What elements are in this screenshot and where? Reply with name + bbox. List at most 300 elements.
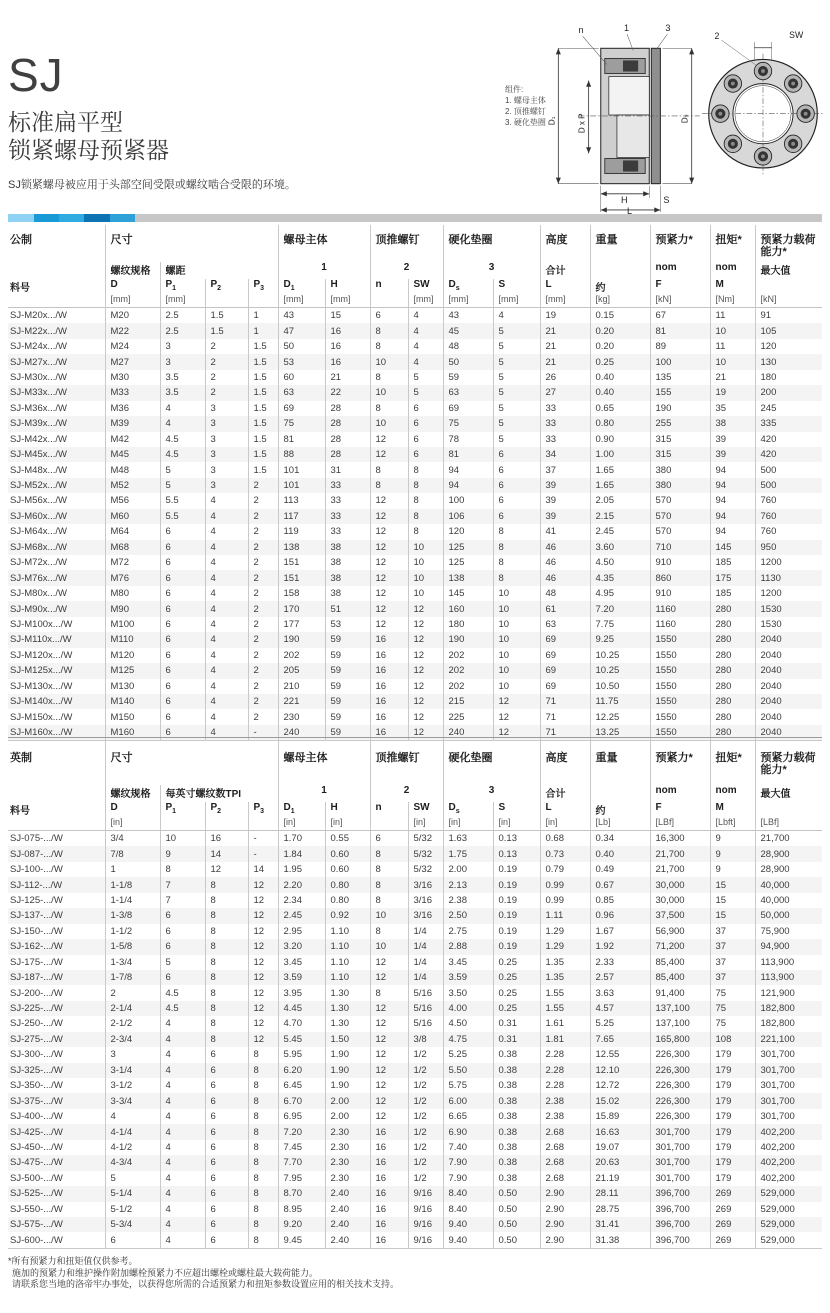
table-cell: 145 (443, 586, 493, 601)
table-cell: 0.50 (493, 1232, 540, 1248)
header-row (8, 279, 822, 294)
table-cell: 1/2 (408, 1109, 443, 1124)
column-header: $D_s$ (443, 802, 493, 817)
table-cell: 31 (325, 462, 370, 477)
table-cell: 1550 (650, 663, 710, 678)
table-cell: M45 (105, 447, 160, 462)
column-header: 硬化垫圈 (443, 225, 540, 262)
table-cell: 2.00 (443, 862, 493, 877)
table-cell: 0.65 (590, 401, 650, 416)
table-cell: 6 (160, 679, 205, 694)
table-row (8, 524, 822, 539)
table-cell: 1-7/8 (105, 970, 160, 985)
table-cell: 4 (160, 1232, 205, 1248)
table-cell: 2.95 (278, 924, 325, 939)
column-header (755, 802, 822, 817)
table-cell: 12 (370, 570, 408, 585)
table-cell: 6.70 (278, 1093, 325, 1108)
table-cell: 10.25 (590, 648, 650, 663)
table-cell: 5-3/4 (105, 1217, 160, 1232)
table-cell: SJ-275-.../W (10, 1033, 63, 1045)
table-row (8, 679, 822, 694)
table-cell: 2.68 (540, 1155, 590, 1170)
table-cell: 1530 (755, 617, 822, 632)
table-cell: 71 (540, 725, 590, 741)
table-cell: 9.45 (278, 1232, 325, 1248)
table-cell: 0.19 (493, 877, 540, 892)
table-cell: 179 (710, 1063, 755, 1078)
table-cell: 8 (248, 1186, 278, 1201)
table-cell: 8 (205, 939, 248, 954)
table-cell: 0.38 (493, 1155, 540, 1170)
column-header: 料号 (10, 806, 30, 817)
table-cell: 12 (370, 1063, 408, 1078)
table-cell: 10 (370, 416, 408, 431)
table-cell: 16 (370, 1155, 408, 1170)
table-cell: SJ-350-.../W (10, 1080, 63, 1092)
table-cell: 6 (160, 725, 205, 741)
table-cell: 190 (443, 632, 493, 647)
table-cell: 2 (248, 694, 278, 709)
table-cell: 301,700 (755, 1109, 822, 1124)
table-cell: 8 (248, 1109, 278, 1124)
table-row (8, 1232, 822, 1248)
table-cell: 0.25 (493, 985, 540, 1000)
table-cell: 16,300 (650, 831, 710, 847)
table-cell: 5.75 (443, 1078, 493, 1093)
table-cell: 30,000 (650, 893, 710, 908)
table-cell: 301,700 (650, 1155, 710, 1170)
table-cell: M80 (105, 586, 160, 601)
header-row (8, 262, 822, 279)
table-cell: 4.5 (160, 1001, 205, 1016)
table-cell: 16 (370, 1186, 408, 1201)
table-cell: M33 (105, 385, 160, 400)
cross-section-diagram (538, 20, 710, 214)
table-cell: 2.28 (540, 1047, 590, 1062)
table-cell: 2 (248, 493, 278, 508)
table-row (8, 1155, 822, 1170)
legend-title: 组件: (505, 85, 524, 94)
table-cell: 10.50 (590, 679, 650, 694)
column-header: $P_2$ (205, 802, 248, 817)
table-cell: 3.45 (278, 955, 325, 970)
column-header: nom (650, 262, 710, 279)
table-cell: 1.65 (590, 462, 650, 477)
table-row (8, 831, 822, 847)
table-cell: 7.75 (590, 617, 650, 632)
table-cell: SJ-200-.../W (10, 987, 63, 999)
table-cell: M39 (105, 416, 160, 431)
table-cell: 6 (160, 709, 205, 724)
column-header: $P_3$ (248, 279, 278, 294)
header-row (8, 817, 822, 831)
table-cell: 0.96 (590, 908, 650, 923)
table-row (8, 617, 822, 632)
table-cell: 1.30 (325, 1016, 370, 1031)
table-cell: 5.95 (278, 1047, 325, 1062)
table-cell: 113 (278, 493, 325, 508)
table-cell: 10 (370, 939, 408, 954)
table-cell: 10 (493, 601, 540, 616)
table-cell: 151 (278, 555, 325, 570)
table-cell: 4-3/4 (105, 1155, 160, 1170)
column-header: H (325, 279, 370, 294)
table-cell: 8 (248, 1093, 278, 1108)
table-cell: 8 (370, 862, 408, 877)
table-cell: 13.25 (590, 725, 650, 741)
table-row (8, 354, 822, 369)
table-cell: 1550 (650, 694, 710, 709)
column-header: $P_3$ (248, 802, 278, 817)
table-cell: 2.40 (325, 1232, 370, 1248)
table-cell: 12 (408, 709, 443, 724)
table-cell: 4.57 (590, 1001, 650, 1016)
table-cell: 12 (408, 617, 443, 632)
table-cell: 420 (755, 432, 822, 447)
table-cell: 8 (205, 970, 248, 985)
table-cell: 8 (248, 1155, 278, 1170)
header-row (8, 785, 822, 802)
table-cell: SJ-175-.../W (10, 956, 63, 968)
table-cell: 0.60 (325, 846, 370, 861)
table-cell: M56 (105, 493, 160, 508)
table-cell: 69 (443, 401, 493, 416)
table-row (8, 586, 822, 601)
table-cell: 4 (205, 524, 248, 539)
table-cell: 8 (370, 323, 408, 338)
table-cell: M30 (105, 370, 160, 385)
column-header (8, 262, 105, 279)
footnote-line: *所有预紧力和扭矩值仅供参考。 (8, 1256, 138, 1266)
table-cell: 4 (160, 401, 205, 416)
table-cell: 230 (278, 709, 325, 724)
column-header: 扭矩* (710, 225, 755, 262)
table-cell: 179 (710, 1171, 755, 1186)
column-header: 最大值 (755, 785, 822, 802)
table-cell: 6 (160, 970, 205, 985)
table-cell: 2 (248, 632, 278, 647)
table-row (8, 1047, 822, 1062)
table-cell: 4 (205, 570, 248, 585)
table-cell: 33 (325, 524, 370, 539)
table-cell: 125 (443, 555, 493, 570)
table-cell: 94 (710, 462, 755, 477)
table-cell: 10 (710, 323, 755, 338)
table-cell: 16 (370, 1140, 408, 1155)
table-cell: 269 (710, 1232, 755, 1248)
table-cell: 125 (443, 540, 493, 555)
table-cell: 3-1/4 (105, 1063, 160, 1078)
table-cell: 1.63 (443, 831, 493, 847)
table-cell: 6 (205, 1063, 248, 1078)
table-cell: 10 (408, 586, 443, 601)
table-cell: 9 (710, 846, 755, 861)
table-cell: 570 (650, 524, 710, 539)
table-cell: 8.40 (443, 1186, 493, 1201)
table-cell: 108 (710, 1032, 755, 1047)
table-cell: 3 (105, 1047, 160, 1062)
table-cell: 4 (408, 323, 443, 338)
table-cell: SJ-M76x.../W (10, 572, 68, 584)
table-cell: 94 (710, 493, 755, 508)
table-cell: 8 (248, 1202, 278, 1217)
table-cell: 94 (710, 509, 755, 524)
table-cell: 4.45 (278, 1001, 325, 1016)
table-cell: 4 (160, 1093, 205, 1108)
table-cell: 12 (370, 1001, 408, 1016)
table-cell: 2 (248, 524, 278, 539)
table-cell: 3/16 (408, 893, 443, 908)
table-row (8, 1078, 822, 1093)
table-cell: 3.5 (160, 385, 205, 400)
table-cell: 51 (325, 601, 370, 616)
table-cell: M27 (105, 354, 160, 369)
table-cell: 8 (205, 955, 248, 970)
table-cell: 33 (540, 401, 590, 416)
table-cell: 10 (408, 555, 443, 570)
table-cell: 8 (370, 893, 408, 908)
table-cell: 4.50 (590, 555, 650, 570)
table-cell: 4 (205, 617, 248, 632)
banner-segment (59, 214, 84, 222)
table-cell: 63 (540, 617, 590, 632)
table-cell: 3 (160, 354, 205, 369)
table-cell: 28,900 (755, 862, 822, 877)
table-cell: 8 (493, 540, 540, 555)
table-cell: 12 (370, 509, 408, 524)
table-cell: 3.59 (443, 970, 493, 985)
table-cell: 3.60 (590, 540, 650, 555)
table-cell: 12 (370, 1047, 408, 1062)
table-cell: 4 (105, 1109, 160, 1124)
table-cell: SJ-M42x.../W (10, 433, 68, 445)
column-header: SW (408, 802, 443, 817)
column-header (8, 294, 105, 308)
table-cell: 226,300 (650, 1063, 710, 1078)
table-cell: 16 (370, 1232, 408, 1248)
table-cell: 8 (493, 555, 540, 570)
table-cell: 1550 (650, 679, 710, 694)
table-cell: 2 (248, 709, 278, 724)
table-cell: 33 (325, 478, 370, 493)
table-cell: 4 (160, 1186, 205, 1201)
table-cell: 6 (493, 478, 540, 493)
table-cell: 4 (205, 632, 248, 647)
table-cell: 4 (160, 416, 205, 431)
table-cell: 39 (710, 447, 755, 462)
table-cell: 1.5 (248, 416, 278, 431)
column-header: 重量 (590, 225, 650, 262)
table-cell: 0.38 (493, 1078, 540, 1093)
table-cell: 50,000 (755, 908, 822, 923)
label-dxp: D x P (577, 113, 587, 134)
legend-item: 3. 硬化垫圈 (505, 118, 546, 127)
column-header: nom (650, 785, 710, 802)
table-cell: 28 (325, 401, 370, 416)
table-cell: 0.40 (590, 846, 650, 861)
table-cell: 6 (493, 462, 540, 477)
table-cell: 0.25 (493, 970, 540, 985)
table-cell: 280 (710, 725, 755, 741)
table-cell: 15.89 (590, 1109, 650, 1124)
column-header: 公制 (10, 234, 32, 246)
legend-item: 1. 螺母主体 (505, 96, 546, 105)
table-cell: 16 (370, 663, 408, 678)
table-cell: 4 (205, 663, 248, 678)
table-cell: 59 (325, 679, 370, 694)
table-cell: 2.40 (325, 1202, 370, 1217)
table-cell: 1/4 (408, 939, 443, 954)
table-cell: 396,700 (650, 1232, 710, 1248)
table-cell: 119 (278, 524, 325, 539)
table-cell: 1.11 (540, 908, 590, 923)
table-cell: 6 (160, 908, 205, 923)
table-cell: 1/4 (408, 955, 443, 970)
table-cell: 6.95 (278, 1109, 325, 1124)
table-cell: 20.63 (590, 1155, 650, 1170)
table-cell: SJ-137-.../W (10, 910, 63, 922)
column-header: 合计 (540, 785, 590, 802)
table-cell: 12 (248, 955, 278, 970)
table-cell: 15 (710, 893, 755, 908)
table-cell: 1/4 (408, 924, 443, 939)
table-cell: 202 (278, 648, 325, 663)
table-row (8, 416, 822, 431)
table-cell: SJ-M52x.../W (10, 480, 68, 492)
table-cell: 9.40 (443, 1232, 493, 1248)
table-cell: 6 (205, 1047, 248, 1062)
table-cell: 46 (540, 555, 590, 570)
table-cell: 335 (755, 416, 822, 431)
table-cell: 179 (710, 1047, 755, 1062)
table-cell: 8 (248, 1171, 278, 1186)
table-cell: 5.5 (160, 509, 205, 524)
table-cell: 12 (493, 709, 540, 724)
table-cell: 1.5 (248, 462, 278, 477)
table-cell: 301,700 (650, 1171, 710, 1186)
table-cell: 5/32 (408, 862, 443, 877)
table-cell: 0.13 (493, 846, 540, 861)
table-cell: 1.29 (540, 939, 590, 954)
table-cell: 4 (408, 339, 443, 354)
table-cell: 280 (710, 601, 755, 616)
table-cell: M60 (105, 509, 160, 524)
table-cell: 21 (325, 370, 370, 385)
table-cell: 3 (205, 401, 248, 416)
column-header: nom (710, 262, 755, 279)
table-cell: 2.68 (540, 1171, 590, 1186)
table-cell: 202 (443, 648, 493, 663)
table-cell: 41 (540, 524, 590, 539)
table-cell: 402,200 (755, 1171, 822, 1186)
table-row (8, 632, 822, 647)
table-cell: 69 (540, 679, 590, 694)
table-cell: 1-3/4 (105, 955, 160, 970)
table-row (8, 893, 822, 908)
table-cell: 0.25 (590, 354, 650, 369)
table-cell: 37,500 (650, 908, 710, 923)
table-cell: 1.5 (248, 339, 278, 354)
table-cell: 1530 (755, 601, 822, 616)
table-cell: 170 (278, 601, 325, 616)
table-cell: 5 (493, 339, 540, 354)
table-cell: 280 (710, 709, 755, 724)
table-cell: 8 (370, 924, 408, 939)
column-header: [mm] (278, 294, 325, 308)
table-cell: 16 (325, 354, 370, 369)
table-cell: 0.20 (590, 323, 650, 338)
column-header: $D_1$ (278, 279, 325, 294)
label-sw: SW (789, 30, 804, 41)
table-cell: 5/16 (408, 1016, 443, 1031)
column-header: $P_2$ (205, 279, 248, 294)
front-view-diagram (700, 26, 826, 182)
table-cell: 0.80 (590, 416, 650, 431)
table-cell: 245 (755, 401, 822, 416)
table-row (8, 846, 822, 861)
table-cell: 221 (278, 694, 325, 709)
table-cell: 2 (248, 509, 278, 524)
table-cell: 6 (160, 663, 205, 678)
table-cell: - (248, 725, 278, 741)
table-cell: 12 (370, 493, 408, 508)
table-cell: 11 (710, 339, 755, 354)
table-cell: 34 (540, 447, 590, 462)
table-row (8, 1217, 822, 1232)
table-cell: 10.25 (590, 663, 650, 678)
table-cell: 117 (278, 509, 325, 524)
table-cell: 8 (205, 908, 248, 923)
label-l: L (627, 206, 633, 214)
column-header: [kN] (755, 294, 822, 308)
table-cell: 240 (443, 725, 493, 741)
table-cell: 4 (160, 1047, 205, 1062)
table-cell: 16 (370, 725, 408, 741)
table-cell: 8 (370, 985, 408, 1000)
column-header: [in] (540, 817, 590, 831)
table-cell: 529,000 (755, 1202, 822, 1217)
table-cell: 210 (278, 679, 325, 694)
table-cell: 1.90 (325, 1078, 370, 1093)
table-cell: 75 (443, 416, 493, 431)
table-cell: M48 (105, 462, 160, 477)
table-cell: 179 (710, 1093, 755, 1108)
table-cell: 2.30 (325, 1155, 370, 1170)
table-cell: 1.10 (325, 924, 370, 939)
table-cell: 12 (408, 725, 443, 741)
table-cell: 2.28 (540, 1078, 590, 1093)
table-cell: 1.55 (540, 1001, 590, 1016)
table-cell: SJ-575-.../W (10, 1219, 63, 1231)
table-cell: 120 (755, 339, 822, 354)
table-cell: 38 (325, 540, 370, 555)
table-cell: 6 (205, 1232, 248, 1248)
column-header: [LBf] (650, 817, 710, 831)
table-row (8, 370, 822, 385)
table-cell: 0.31 (493, 1032, 540, 1047)
table-cell: 315 (650, 447, 710, 462)
table-cell: 59 (325, 694, 370, 709)
table-cell: 10 (408, 540, 443, 555)
table-cell: 5 (105, 1171, 160, 1186)
table-cell: 8 (248, 1047, 278, 1062)
table-cell: 8 (408, 509, 443, 524)
table-cell: 94 (710, 478, 755, 493)
table-cell: SJ-M120x.../W (10, 649, 73, 661)
table-cell: 3/16 (408, 877, 443, 892)
table-cell: 226,300 (650, 1078, 710, 1093)
